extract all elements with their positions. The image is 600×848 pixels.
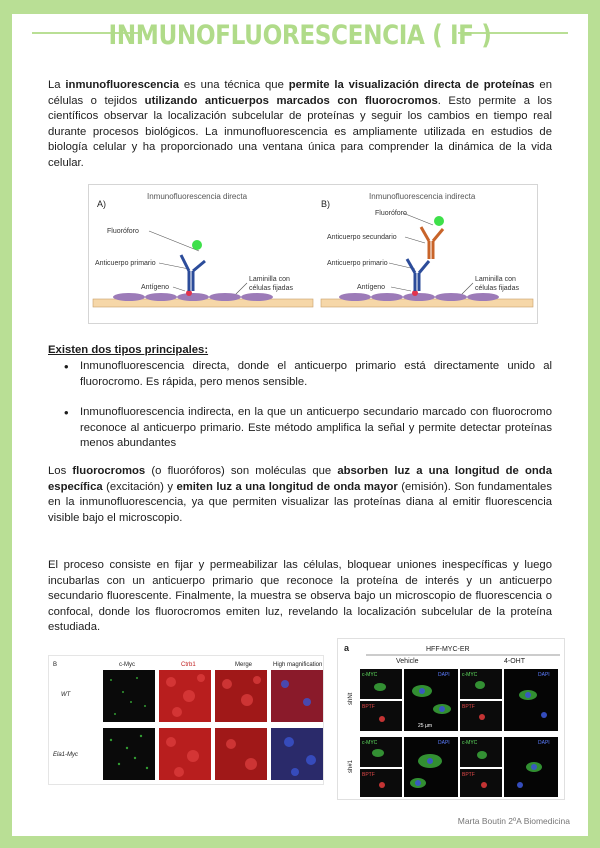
micro-left-col-0: c-Myc bbox=[119, 662, 135, 668]
cell-a4 bbox=[209, 293, 241, 301]
micro-right-dapi-4: DAPI bbox=[538, 740, 550, 746]
diagram-b-laminilla-1: Laminilla con bbox=[475, 276, 516, 283]
diagram-b-title: Inmunofluorescencia indirecta bbox=[369, 192, 476, 201]
types-list bbox=[62, 359, 552, 452]
cell-b3 bbox=[403, 293, 435, 301]
diagram-a-laminilla-1: Laminilla con bbox=[249, 276, 290, 283]
intro-text-2: es una técnica que bbox=[179, 79, 289, 91]
micrograph-left-svg bbox=[49, 656, 325, 786]
micro-left-row-1: Ela1-Myc bbox=[53, 752, 79, 758]
footer-author: Marta Boutin 2ºA Biomedicina bbox=[457, 816, 570, 826]
intro-text-3: en células o tejidos bbox=[48, 79, 552, 107]
if-diagram bbox=[88, 184, 538, 324]
fluoro-text-2: (o fluoróforos) son moléculas que bbox=[145, 465, 338, 477]
micro-right-dapi-3: DAPI bbox=[438, 740, 450, 746]
fluoro-bold-1: fluorocromos bbox=[72, 465, 146, 477]
diagram-a-antigeno: Antígeno bbox=[141, 284, 170, 291]
micro-right-tile-6 bbox=[504, 669, 558, 731]
micro-left-tile-6 bbox=[159, 728, 211, 780]
micro-right-panel: a bbox=[344, 643, 350, 653]
cell-b4 bbox=[435, 293, 467, 301]
intro-bold-2: permite la visualización directa de proteínas bbox=[288, 79, 535, 91]
cell-b1 bbox=[339, 293, 371, 301]
cell-a2 bbox=[145, 293, 177, 301]
micro-right-cmyc-2: c-MYC bbox=[462, 672, 478, 678]
diagram-a-title: Inmunofluorescencia directa bbox=[147, 192, 248, 201]
fluorophore-a-icon bbox=[192, 240, 202, 250]
micro-left-col-1: Ctrb1 bbox=[181, 662, 196, 668]
micro-right-col-1: 4-OHT bbox=[504, 658, 525, 665]
types-item-direct: • Inmunofluorescencia directa, donde el anticuerpo primario está directamente unido al fluorocromo. Es rápida, pero menos sensible. bbox=[62, 359, 552, 390]
diagram-b-secundario: Anticuerpo secundario bbox=[327, 234, 397, 241]
diagram-b-laminilla-2: células fijadas bbox=[475, 285, 519, 292]
fluoro-text-3: (excitación) y bbox=[102, 480, 177, 493]
intro-bold-3: utilizando anticuerpos marcados con fluorocromos bbox=[144, 94, 438, 107]
process-paragraph: El proceso consiste en fijar y permeabilizar las células, bloquear uniones inespecíficas y luego incubarlas con un anticuerpo primario que reconoce la proteína de interés y un anticuerpo secundario fluorescente. Finalmente, la muestra se observa bajo un microscopio de fluorescencia o confocal, donde los fluorocromos emiten luz, revelando la localización subcelular de la proteína estudiada. bbox=[48, 559, 552, 633]
intro-text-1: La bbox=[48, 79, 66, 91]
micrograph-right bbox=[337, 638, 565, 800]
micro-right-bptf-4: BPTF bbox=[462, 772, 475, 778]
micro-right-dapi-2: DAPI bbox=[538, 672, 550, 678]
fluoro-bold-2: absorben luz a una longitud de onda específica bbox=[48, 465, 552, 493]
diagram-a-fluoroforo: Fluoróforo bbox=[107, 228, 139, 235]
page-title: INMUNOFLUORESCENCIA ( IF ) bbox=[108, 20, 492, 51]
micro-right-tile-3 bbox=[404, 669, 458, 731]
diagram-b-primario: Anticuerpo primario bbox=[327, 260, 388, 267]
diagram-a-label: A) bbox=[97, 199, 106, 209]
micro-right-cmyc-3: c-MYC bbox=[362, 740, 378, 746]
cell-b5 bbox=[467, 293, 499, 301]
fluoro-paragraph bbox=[48, 464, 552, 526]
primary-antibody-a-icon bbox=[181, 255, 205, 291]
micro-left-col-2: Merge bbox=[235, 662, 253, 668]
micro-left-tile-7 bbox=[215, 728, 267, 780]
micro-right-cmyc-1: c-MYC bbox=[362, 672, 378, 678]
micro-right-bptf-1: BPTF bbox=[362, 704, 375, 710]
intro-text-4: . Esto permite a los científicos observar la localización subcelular de proteínas y seguir los cambios en tiempo real durante procesos biológicos. La inmunofluorescencia es ampliamente utilizada en estudios de biología celular y ha proporcionado una ventana única para comprender la dinámica de la vida celular. bbox=[48, 94, 552, 169]
diagram-b-label: B) bbox=[321, 199, 330, 209]
types-heading: Existen dos tipos principales: bbox=[48, 344, 209, 356]
cell-a3 bbox=[177, 293, 209, 301]
micro-right-row-0: shNt bbox=[348, 692, 354, 705]
micro-right-header: HFF-MYC-ER bbox=[426, 646, 470, 653]
micro-right-row-1: sh#1 bbox=[348, 759, 354, 773]
micro-right-bptf-2: BPTF bbox=[462, 704, 475, 710]
fluoro-text-1: Los bbox=[48, 465, 73, 477]
fluoro-text-4: (emisión). Son fundamentales en la inmunofluorescencia, ya que permiten visualizar las proteínas diana al emitir fluorescencia visible bajo el microscopio. bbox=[48, 480, 552, 524]
diagram-a-anticuerpo: Anticuerpo primario bbox=[95, 260, 156, 267]
micro-left-col-3: High magnification bbox=[273, 662, 323, 668]
fluoro-bold-3: emiten luz a una longitud de onda mayor bbox=[176, 480, 398, 493]
primary-antibody-b-icon bbox=[407, 259, 429, 291]
micro-right-dapi-1: DAPI bbox=[438, 672, 450, 678]
micro-right-col-0: Vehicle bbox=[396, 658, 419, 665]
types-item-indirect: • Inmunofluorescencia indirecta, en la que un anticuerpo secundario marcado con fluorocromo reconoce al anticuerpo primario. Este método amplifica la señal y permite detectar proteínas menos abundantes bbox=[62, 405, 552, 452]
cell-a5 bbox=[241, 293, 273, 301]
micro-right-bptf-3: BPTF bbox=[362, 772, 375, 778]
intro-paragraph bbox=[48, 78, 552, 171]
micro-right-cmyc-4: c-MYC bbox=[462, 740, 478, 746]
micro-left-panel: B bbox=[53, 662, 58, 668]
micrograph-right-svg bbox=[338, 639, 566, 801]
cell-a1 bbox=[113, 293, 145, 301]
diagram-a-laminilla-2: células fijadas bbox=[249, 285, 293, 292]
diagram-b-antigeno: Antígeno bbox=[357, 284, 386, 291]
if-diagram-svg bbox=[89, 185, 539, 325]
micro-left-tile-1 bbox=[103, 670, 155, 722]
fluorophore-b-icon bbox=[434, 216, 444, 226]
micro-right-scale: 25 µm bbox=[418, 723, 432, 729]
micro-left-tile-4 bbox=[271, 670, 323, 722]
micro-left-tile-5 bbox=[103, 728, 155, 780]
intro-bold-1: inmunofluorescencia bbox=[65, 79, 180, 91]
diagram-b-fluoroforo: Fluoróforo bbox=[375, 210, 407, 217]
cell-b2 bbox=[371, 293, 403, 301]
micrograph-left bbox=[48, 655, 324, 785]
micro-left-row-0: WT bbox=[61, 692, 71, 698]
